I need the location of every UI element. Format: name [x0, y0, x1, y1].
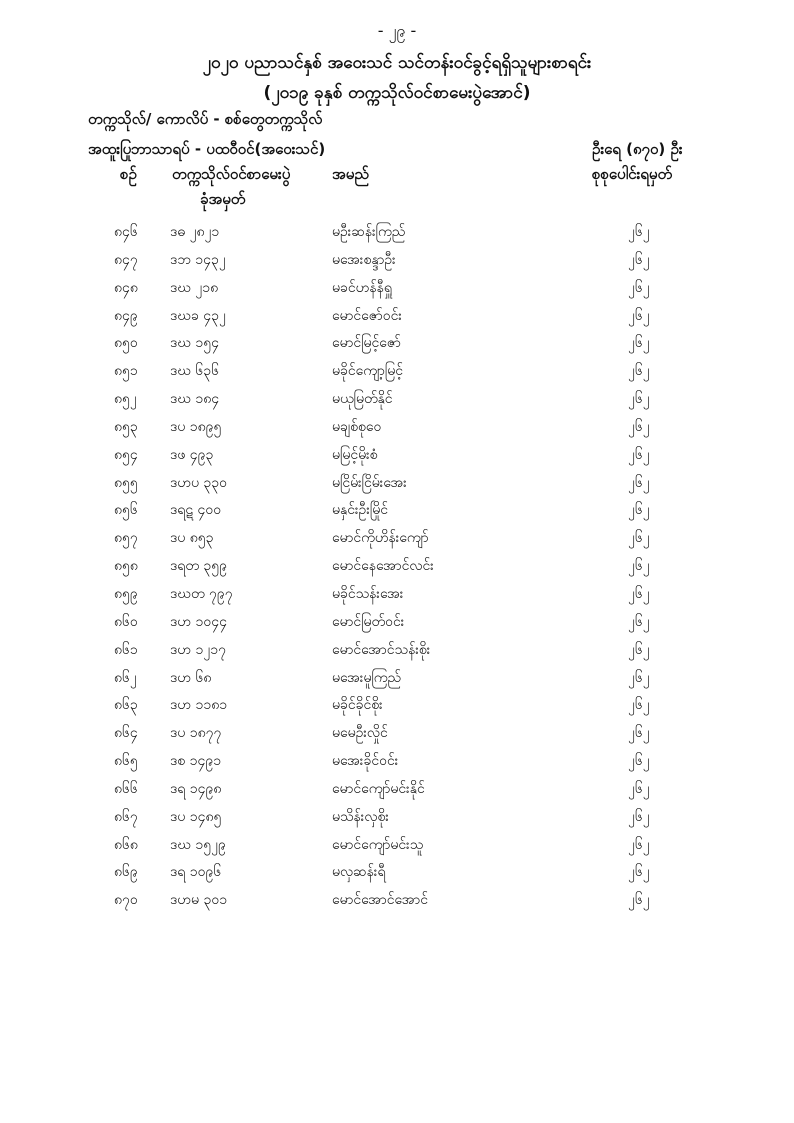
- roll-number: ဒဃ ၂၁၈: [170, 279, 219, 296]
- student-name: မောင်နေအောင်လင်း: [332, 558, 434, 575]
- total-score: ၂၆၂: [628, 641, 650, 658]
- table-row: [0, 250, 794, 278]
- table-row: [0, 528, 794, 556]
- student-name: မအေးခိုင်ဝင်း: [332, 753, 399, 770]
- roll-number: ဒဟ ၁၁၈၁: [170, 697, 228, 714]
- page-subtitle: (၂၀၁၉ ခုနှစ် တက္ကသိုလ်ဝင်စာမေးပွဲအောင်): [263, 83, 531, 103]
- table-row: [0, 556, 794, 584]
- page-number: - ၂၉ -: [377, 21, 417, 40]
- total-score: ၂၆၂: [628, 224, 650, 240]
- total-score: ၂၆၂: [628, 502, 650, 519]
- header-name: အမည်: [332, 165, 369, 183]
- student-name: မောင်အောင်သန်းစိုး: [332, 641, 431, 658]
- roll-number: ဒပ ၈၅၃: [170, 530, 214, 547]
- roll-number: ဒဃ ၁၅၂၉: [170, 836, 226, 853]
- student-name: မခိုင်သန်းအေး: [332, 585, 404, 602]
- student-name: မဦးဆန်းကြည်: [332, 224, 406, 240]
- total-score: ၂၆၂: [628, 279, 650, 296]
- row-number: ၈၅၇: [114, 530, 138, 547]
- roll-number: ဒဟမ ၃၀၁: [170, 892, 228, 909]
- total-count: ဦးရေ (၈၇၀) ဦး: [592, 140, 683, 158]
- roll-number: ဒရ ၁၄၉၈: [170, 780, 222, 797]
- row-number: ၈၅၃: [114, 418, 138, 435]
- table-row: [0, 807, 794, 835]
- roll-number: ဒဟ ၁၀၄၄: [170, 613, 227, 630]
- table-row: [0, 779, 794, 807]
- table-row: [0, 695, 794, 723]
- row-number: ၈၆၆: [114, 780, 138, 797]
- total-score: ၂၆၂: [628, 808, 650, 825]
- total-score: ၂၆၂: [628, 697, 650, 714]
- total-score: ၂၆၂: [628, 418, 650, 435]
- total-score: ၂၆၂: [628, 725, 650, 742]
- student-name: မလှဆန်းရီ: [332, 864, 386, 881]
- row-number: ၈၄၈: [114, 279, 138, 296]
- roll-number: ဒဘ ၁၄၃၂: [170, 251, 226, 268]
- roll-number: ဒဟပ ၃၃၀: [170, 474, 228, 491]
- row-number: ၈၅၀: [114, 335, 138, 352]
- roll-number: ဒရတ ၃၅၉: [170, 558, 228, 575]
- student-name: မငြိမ်းငြိမ်းအေး: [332, 474, 407, 491]
- row-number: ၈၆၄: [114, 725, 138, 742]
- student-name: မောင်ကိုဟိန်းကျော်: [332, 530, 429, 547]
- major-label: အထူးပြုဘာသာရပ် - ပထဝီဝင်(အဝေးသင်): [88, 140, 326, 158]
- row-number: ၈၅၄: [114, 446, 138, 463]
- table-row: [0, 473, 794, 501]
- student-name: မအေးစန္ဒာဦး: [332, 251, 396, 268]
- table-row: [0, 890, 794, 918]
- student-name: မခိုင်ခိုင်စိုး: [332, 697, 383, 714]
- table-row: [0, 835, 794, 863]
- student-name: မသိန်းလှစိုး: [332, 808, 389, 825]
- row-number: ၈၇၀: [114, 892, 138, 909]
- roll-number: ဒဟ ၁၂၁၇: [170, 641, 226, 658]
- total-score: ၂၆၂: [628, 558, 650, 575]
- table-row: [0, 389, 794, 417]
- table-row: [0, 306, 794, 334]
- total-score: ၂၆၂: [628, 864, 650, 881]
- student-name: မမြင့်မိုးစံ: [332, 446, 378, 463]
- table-row: [0, 361, 794, 389]
- roll-number: ဒဖ ၄၉၃: [170, 446, 214, 463]
- row-number: ၈၆၂: [114, 669, 137, 686]
- table-row: [0, 222, 794, 250]
- row-number: ၈၅၉: [114, 585, 138, 602]
- row-number: ၈၆၃: [114, 697, 138, 714]
- roll-number: ဒဃတ ၇၉၇: [170, 585, 233, 602]
- row-number: ၈၄၆: [114, 224, 138, 240]
- roll-number: ဒရဋ ၄၀၀: [170, 502, 222, 519]
- university-label: တက္ကသိုလ်/ ကောလိပ် - စစ်တွေတက္ကသိုလ်: [88, 110, 323, 128]
- student-list: [0, 222, 794, 918]
- student-name: မောင်မြတ်ဝင်း: [332, 613, 405, 630]
- student-name: မောင်ကျော်မင်းနိုင်: [332, 780, 425, 797]
- table-row: [0, 333, 794, 361]
- row-number: ၈၅၁: [114, 363, 138, 380]
- table-row: [0, 668, 794, 696]
- total-score: ၂၆၂: [628, 446, 650, 463]
- student-name: မခင်ဟန်နီရှူ: [332, 279, 392, 296]
- student-name: မအေးမူကြည်: [332, 669, 402, 686]
- student-name: မောင်ကျော်မင်းသူ: [332, 836, 424, 853]
- row-number: ၈၄၇: [114, 251, 138, 268]
- row-number: ၈၅၂: [114, 391, 137, 408]
- total-score: ၂၆၂: [628, 391, 650, 408]
- table-row: [0, 751, 794, 779]
- roll-number: ဒဃခ ၄၃၂: [170, 307, 226, 324]
- header-roll-number-line2: ခုံအမှတ်: [200, 190, 246, 208]
- total-score: ၂၆၂: [628, 251, 650, 268]
- roll-number: ဒဃ ၁၅၄: [170, 335, 220, 352]
- total-score: ၂၆၂: [628, 363, 650, 380]
- row-number: ၈၆၅: [114, 753, 138, 770]
- row-number: ၈၆၁: [114, 641, 138, 658]
- total-score: ၂၆၂: [628, 753, 650, 770]
- total-score: ၂၆၂: [628, 836, 650, 853]
- header-no: စဉ်: [120, 165, 137, 183]
- student-name: မောင်ဇော်ဝင်း: [332, 307, 402, 324]
- table-row: [0, 278, 794, 306]
- total-score: ၂၆၂: [628, 613, 650, 630]
- row-number: ၈၅၅: [114, 474, 138, 491]
- total-score: ၂၆၂: [628, 780, 650, 797]
- total-score: ၂၆၂: [628, 585, 650, 602]
- roll-number: ဒဓ ၂၈၂၁: [170, 224, 220, 240]
- table-row: [0, 584, 794, 612]
- roll-number: ဒဃ ၆၃၆: [170, 363, 220, 380]
- row-number: ၈၄၉: [114, 307, 138, 324]
- student-name: မောင်အောင်အောင်: [332, 892, 428, 909]
- header-roll-number: တက္ကသိုလ်ဝင်စာမေးပွဲ: [172, 165, 291, 183]
- roll-number: ဒဟ ၆၈: [170, 669, 212, 686]
- student-name: မချစ်စုဝေ: [332, 418, 382, 435]
- student-name: မခိုင်ကျော့မြင့်: [332, 363, 404, 380]
- row-number: ၈၆၉: [114, 864, 138, 881]
- total-score: ၂၆၂: [628, 474, 650, 491]
- student-name: မမေဦးလှိုင်: [332, 725, 388, 742]
- row-number: ၈၆၇: [114, 808, 138, 825]
- row-number: ၈၅၈: [114, 558, 138, 575]
- student-name: မောင်မြင့်ဇော်: [332, 335, 401, 352]
- table-row: [0, 612, 794, 640]
- student-name: မနှင်းဦးမြိုင်: [332, 502, 388, 519]
- table-row: [0, 500, 794, 528]
- row-number: ၈၅၆: [114, 502, 138, 519]
- table-row: [0, 862, 794, 890]
- table-row: [0, 723, 794, 751]
- roll-number: ဒပ ၁၈၉၅: [170, 418, 222, 435]
- total-score: ၂၆၂: [628, 669, 650, 686]
- table-row: [0, 445, 794, 473]
- roll-number: ဒပ ၁၈၇၇: [170, 725, 222, 742]
- row-number: ၈၆၀: [114, 613, 138, 630]
- total-score: ၂၆၂: [628, 530, 650, 547]
- total-score: ၂၆၂: [628, 892, 650, 909]
- student-name: မယုမြတ်နိုင်: [332, 391, 393, 408]
- table-row: [0, 417, 794, 445]
- roll-number: ဒစ ၁၄၉၁: [170, 753, 222, 770]
- roll-number: ဒရ ၁၀၉၆: [170, 864, 222, 881]
- roll-number: ဒဃ ၁၈၄: [170, 391, 220, 408]
- header-score: စုစုပေါင်းရမှတ်: [592, 165, 673, 183]
- page-title: ၂၀၂၀ ပညာသင်နှစ် အဝေးသင် သင်တန်းဝင်ခွင့်ရရှိသူများစာရင်း: [202, 53, 592, 73]
- total-score: ၂၆၂: [628, 335, 650, 352]
- total-score: ၂၆၂: [628, 307, 650, 324]
- roll-number: ဒပ ၁၄၈၅: [170, 808, 222, 825]
- row-number: ၈၆၈: [114, 836, 138, 853]
- table-row: [0, 640, 794, 668]
